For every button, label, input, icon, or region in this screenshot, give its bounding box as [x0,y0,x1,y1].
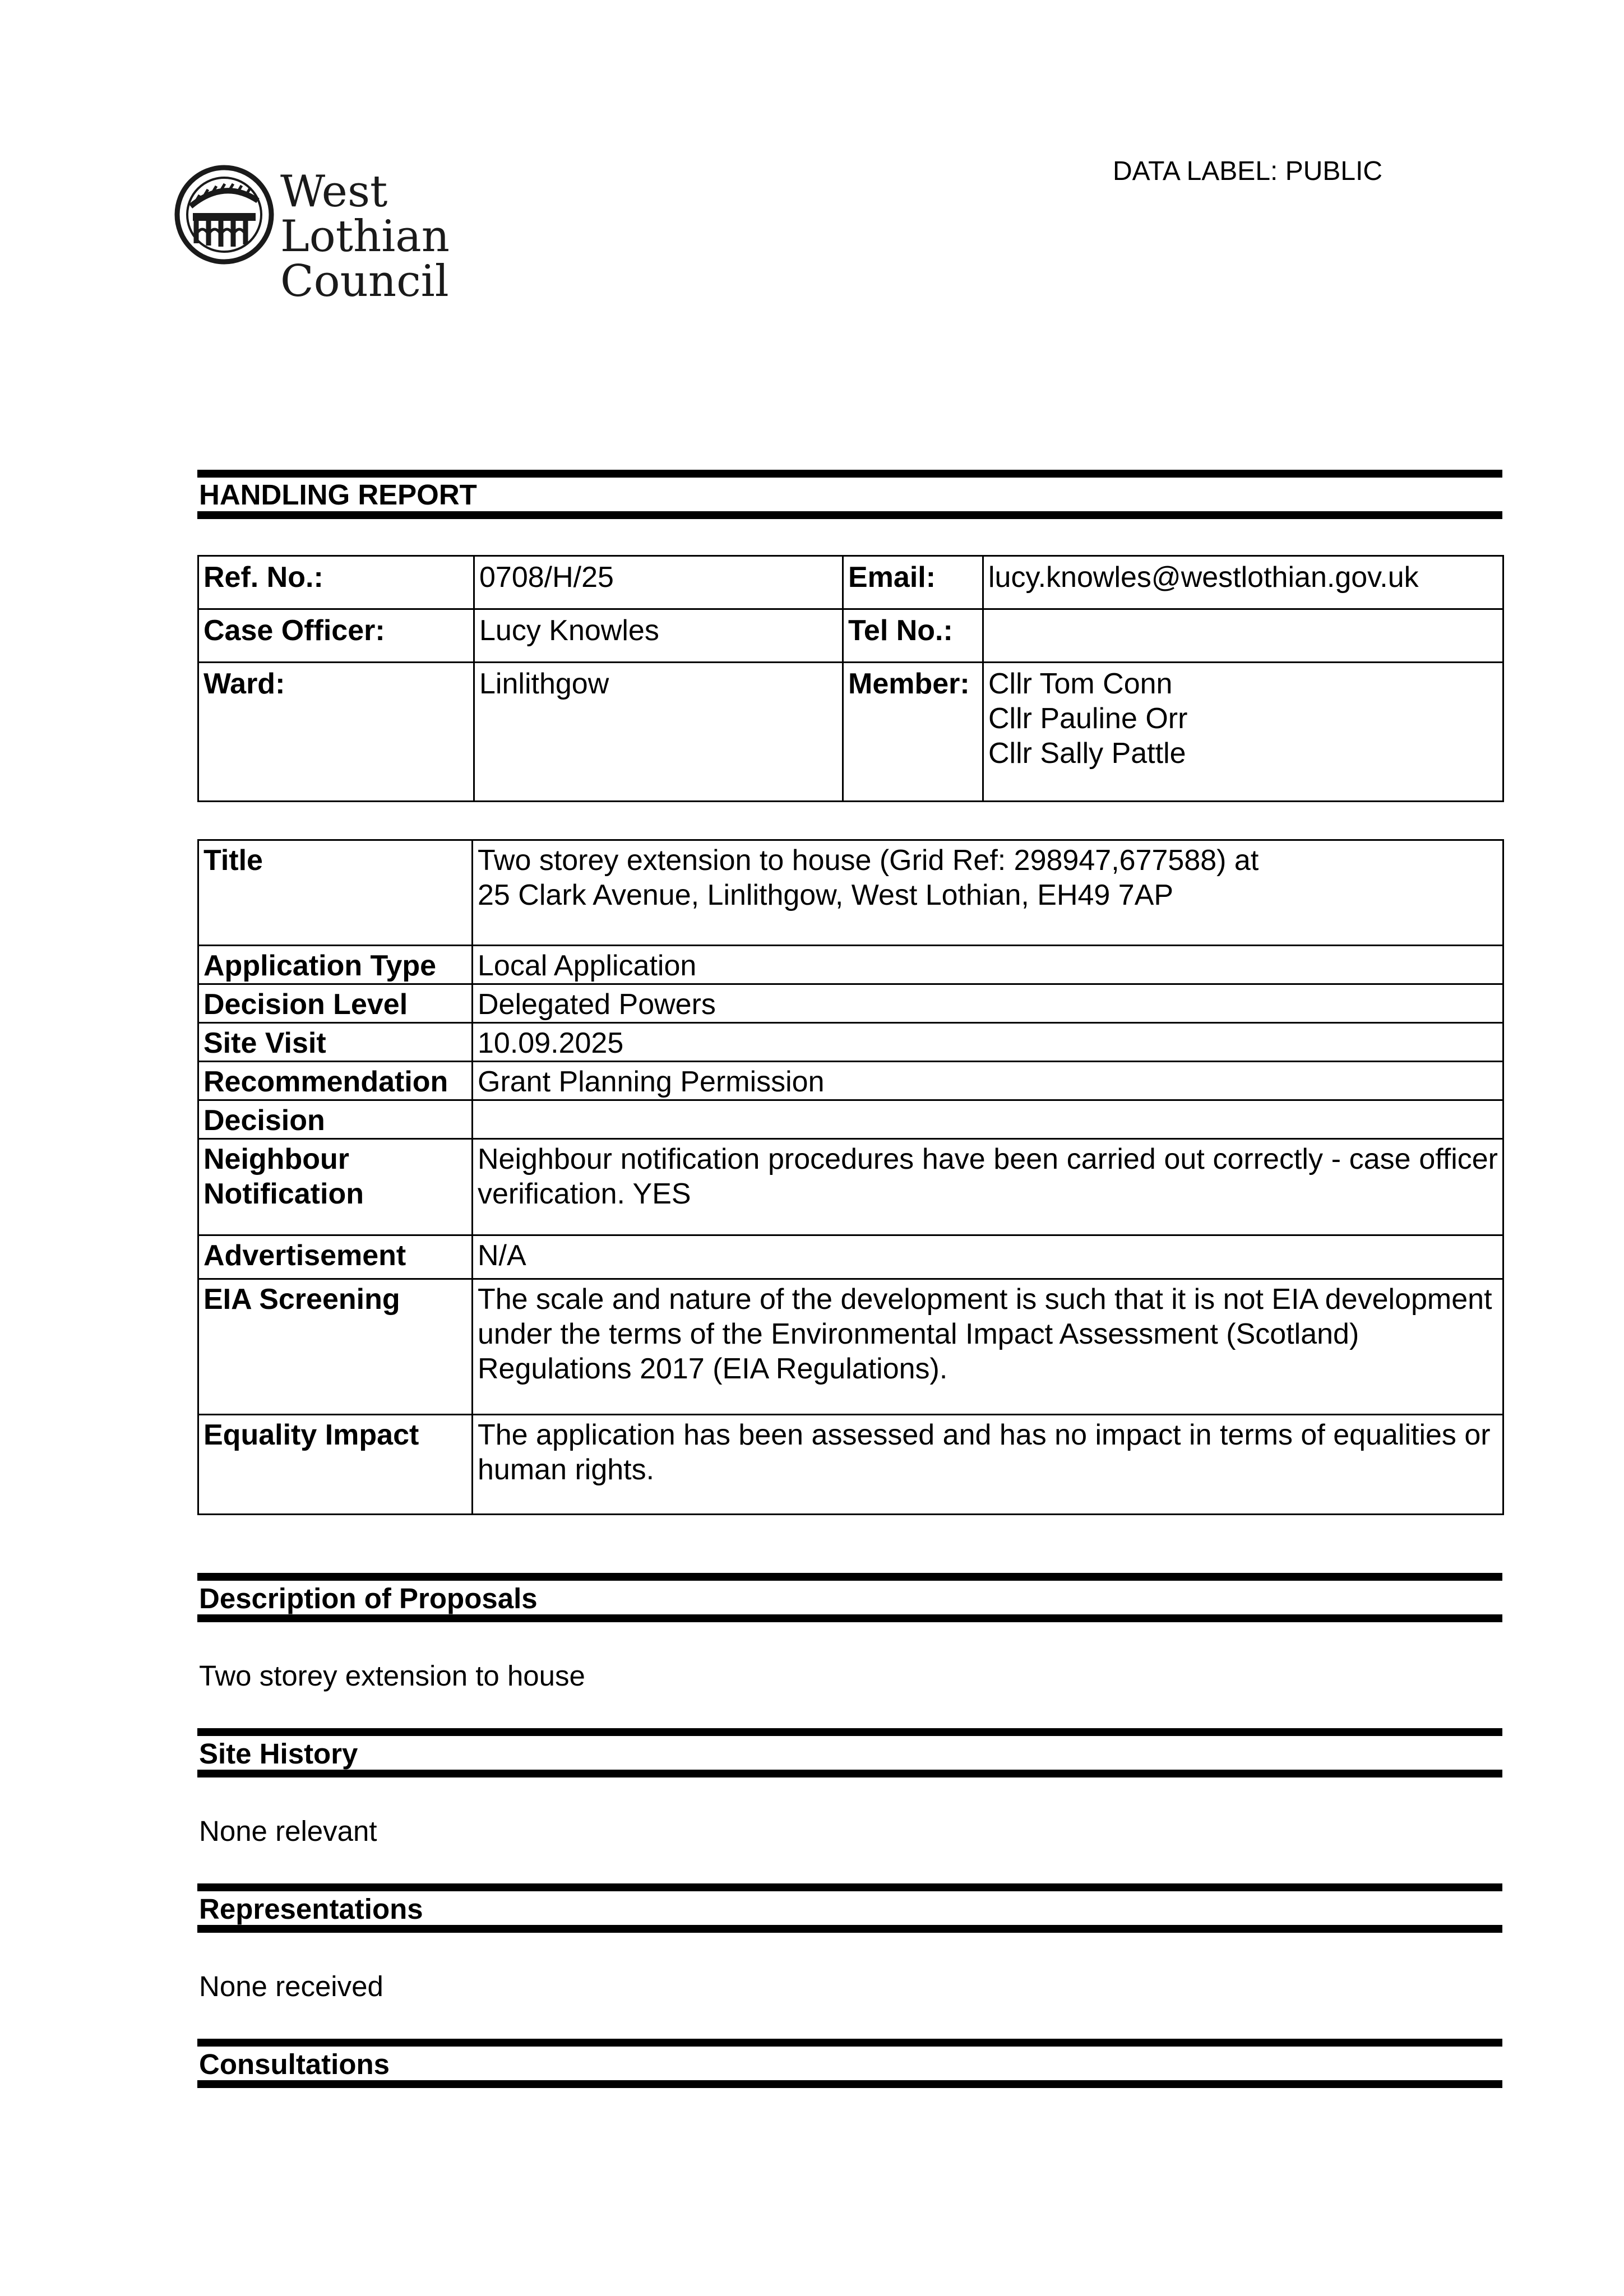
eia-label: EIA Screening [198,1279,473,1415]
rule [197,470,1502,478]
org-name-line2: Council [280,256,449,307]
officer-label: Case Officer: [198,609,474,663]
title-label: Title [198,840,473,946]
data-label: DATA LABEL: PUBLIC [1113,156,1383,186]
representations-title: Representations [199,1893,423,1925]
details-table [197,839,1504,1515]
representations-text: None received [199,1970,383,2002]
org-name-line1: West Lothian [280,166,450,262]
decision-label: Decision [198,1100,473,1139]
advertisement-label: Advertisement [198,1235,473,1279]
advertisement-value: N/A [473,1235,1503,1279]
history-title: Site History [199,1738,358,1770]
rule [197,2039,1502,2047]
ref-label: Ref. No.: [198,556,474,609]
member-list [983,663,1503,802]
rule [197,511,1502,519]
rule [197,2080,1502,2088]
rule [197,1614,1502,1622]
org-name [280,166,555,307]
decision-level-value: Delegated Powers [473,984,1503,1023]
council-logo [174,161,555,307]
ward-value: Linlithgow [474,663,843,802]
member-item: Cllr Pauline Orr [988,702,1188,735]
recommendation-value: Grant Planning Permission [473,1062,1503,1100]
site-visit-value: 10.09.2025 [473,1023,1503,1062]
officer-table [197,555,1504,802]
report-title: HANDLING REPORT [199,479,477,511]
email-value: lucy.knowles@westlothian.gov.uk [983,556,1503,609]
proposals-text: Two storey extension to house [199,1660,585,1692]
ward-label: Ward: [198,663,474,802]
decision-level-label: Decision Level [198,984,473,1023]
ref-value: 0708/H/25 [474,556,843,609]
history-text: None relevant [199,1815,377,1847]
neighbour-value: Neighbour notification procedures have been carried out correctly - case officer verification. YES [473,1139,1503,1235]
site-visit-label: Site Visit [198,1023,473,1062]
member-item: Cllr Sally Pattle [988,737,1186,770]
title-value [473,840,1503,946]
title-line: Two storey extension to house (Grid Ref: 298947,677588) at [478,844,1259,877]
app-type-value: Local Application [473,946,1503,984]
email-label: Email: [843,556,983,609]
tel-label: Tel No.: [843,609,983,663]
app-type-label: Application Type [198,946,473,984]
recommendation-label: Recommendation [198,1062,473,1100]
neighbour-label [198,1139,473,1235]
viaduct-emblem-icon [174,161,275,268]
equality-label: Equality Impact [198,1415,473,1515]
neighbour-label-line: Neighbour [203,1143,349,1175]
tel-value [983,609,1503,663]
eia-value: The scale and nature of the development is such that it is not EIA development under the terms of the Environmental Impact Assessment (Scotland) Regulations 2017 (EIA Regulations). [473,1279,1503,1415]
equality-value: The application has been assessed and has no impact in terms of equalities or human rights. [473,1415,1503,1515]
consultations-title: Consultations [199,2048,390,2080]
proposals-title: Description of Proposals [199,1582,538,1614]
member-item: Cllr Tom Conn [988,668,1173,700]
title-line: 25 Clark Avenue, Linlithgow, West Lothian, EH49 7AP [478,879,1174,911]
rule [197,1573,1502,1581]
decision-value [473,1100,1503,1139]
rule [197,1925,1502,1933]
rule [197,1883,1502,1891]
rule [197,1728,1502,1736]
rule [197,1770,1502,1777]
neighbour-label-line: Notification [203,1178,364,1210]
member-label: Member: [843,663,983,802]
officer-value: Lucy Knowles [474,609,843,663]
